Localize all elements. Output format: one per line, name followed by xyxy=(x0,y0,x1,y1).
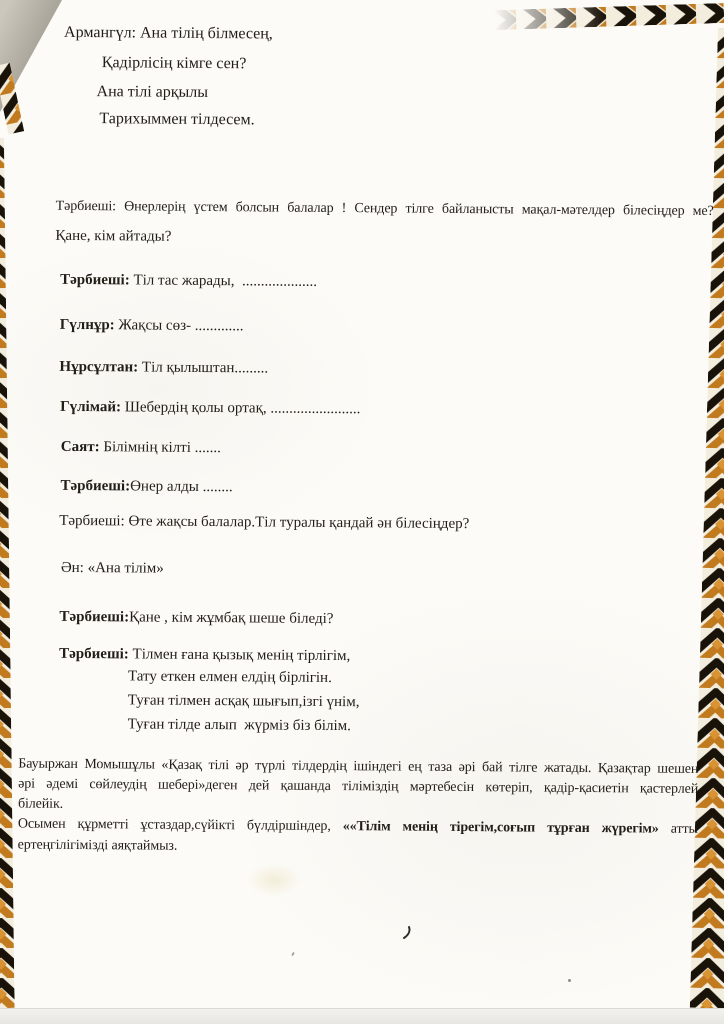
speaker-label: Тәрбиеші: xyxy=(59,512,125,530)
dialogue-line xyxy=(59,513,469,533)
dialogue-text: Білімнің кілті ....... xyxy=(99,439,221,457)
paragraph-line: Бауыржан Момышұлы «Қазақ тілі әр түрлі тілдердің ішіндегі ең таза әрі бай тілге жатады. Қазақтар шешен xyxy=(18,756,699,777)
dialogue-text: Шебердің қолы ортақ, ........................ xyxy=(120,399,361,418)
dialogue-line xyxy=(56,199,714,220)
speaker-label: Тәрбиеші: xyxy=(60,477,131,495)
dialogue-line xyxy=(60,317,244,335)
speaker-label: Саят: xyxy=(60,438,100,456)
paragraph-line: білейік. xyxy=(17,796,64,812)
paragraph-text: атты xyxy=(658,821,698,837)
speaker-label: Тәрбиеші: xyxy=(59,645,129,663)
dialogue-line xyxy=(59,609,333,628)
paragraph-text: Осымен құрметті ұстаздар,сүйікті бүлдіршіндер, xyxy=(17,816,343,835)
dialogue-line: Қане, кім айтады? xyxy=(55,227,172,245)
dialogue-text: Қане , кім жұмбақ шеше біледі? xyxy=(129,609,334,628)
dialogue-text: Жақсы сөз- ............. xyxy=(114,317,244,335)
poem-line: Туған тілде алып жүрміз біз білім. xyxy=(127,716,351,735)
event-title-bold: ««Тілім менің тірегім,соғып тұрған жүрегім» xyxy=(342,819,659,837)
speaker-label: Тәрбиеші: xyxy=(59,608,130,626)
speaker-label: Тәрбиеші: xyxy=(55,198,117,215)
paragraph-line: ертеңгілігімізді аяқтаймыз. xyxy=(17,837,178,854)
dialogue-line xyxy=(59,359,268,378)
speaker-label: Тәрбиеші: xyxy=(60,271,130,289)
dialogue-line xyxy=(60,478,232,496)
dialogue-text: Тіл тас жарады, .................... xyxy=(129,272,318,290)
paragraph-line: әрі әдемі сөйлеудің шебері»деген дей қашанда тіліміздің мәртебесін көтеріп, қадір-қасиетін қастерлей xyxy=(18,776,699,797)
poem-line: Тату еткен елмен елдің бірлігін. xyxy=(127,668,332,686)
dialogue-text: Өте жақсы балалар.Тіл туралы қандай ән білесіңдер? xyxy=(124,513,470,533)
dialogue-line xyxy=(60,399,360,418)
poem-line: Туған тілмен асқақ шығып,ізгі үнім, xyxy=(127,692,360,711)
pen-mark xyxy=(402,926,412,940)
poem-line xyxy=(64,24,273,44)
poem-line: Ана тілі арқылы xyxy=(96,83,209,102)
poem-text: Ана тілің білмесең, xyxy=(135,24,273,43)
poem-line xyxy=(59,646,350,665)
page-bottom-edge xyxy=(0,1008,724,1024)
scan-speck xyxy=(568,979,571,982)
poem-line: Тарихыммен тілдесем. xyxy=(99,110,255,129)
speaker-label: Армангүл: xyxy=(63,23,137,42)
paragraph-line xyxy=(18,817,698,838)
speaker-label: Гүлнұр: xyxy=(59,316,115,334)
poem-line: Қадірлісің кімге сен? xyxy=(101,54,247,73)
speaker-label: Гүлімай: xyxy=(60,398,122,416)
dialogue-line xyxy=(60,272,317,291)
dialogue-line xyxy=(61,439,221,457)
dialogue-text: Тіл қылыштан......... xyxy=(138,359,269,377)
song-title: Ән: «Ана тілім» xyxy=(60,559,164,577)
dialogue-text: Өнер алды ........ xyxy=(130,478,233,496)
dialogue-text: Өнерлерің үстем болсын балалар ! Сендер тілге байланысты мақал-мәтелдер білесіңдер ме? xyxy=(115,199,714,219)
poem-text: Тілмен ғана қызық менің тірлігім, xyxy=(128,646,351,665)
speaker-label: Нұрсұлтан: xyxy=(59,358,139,376)
